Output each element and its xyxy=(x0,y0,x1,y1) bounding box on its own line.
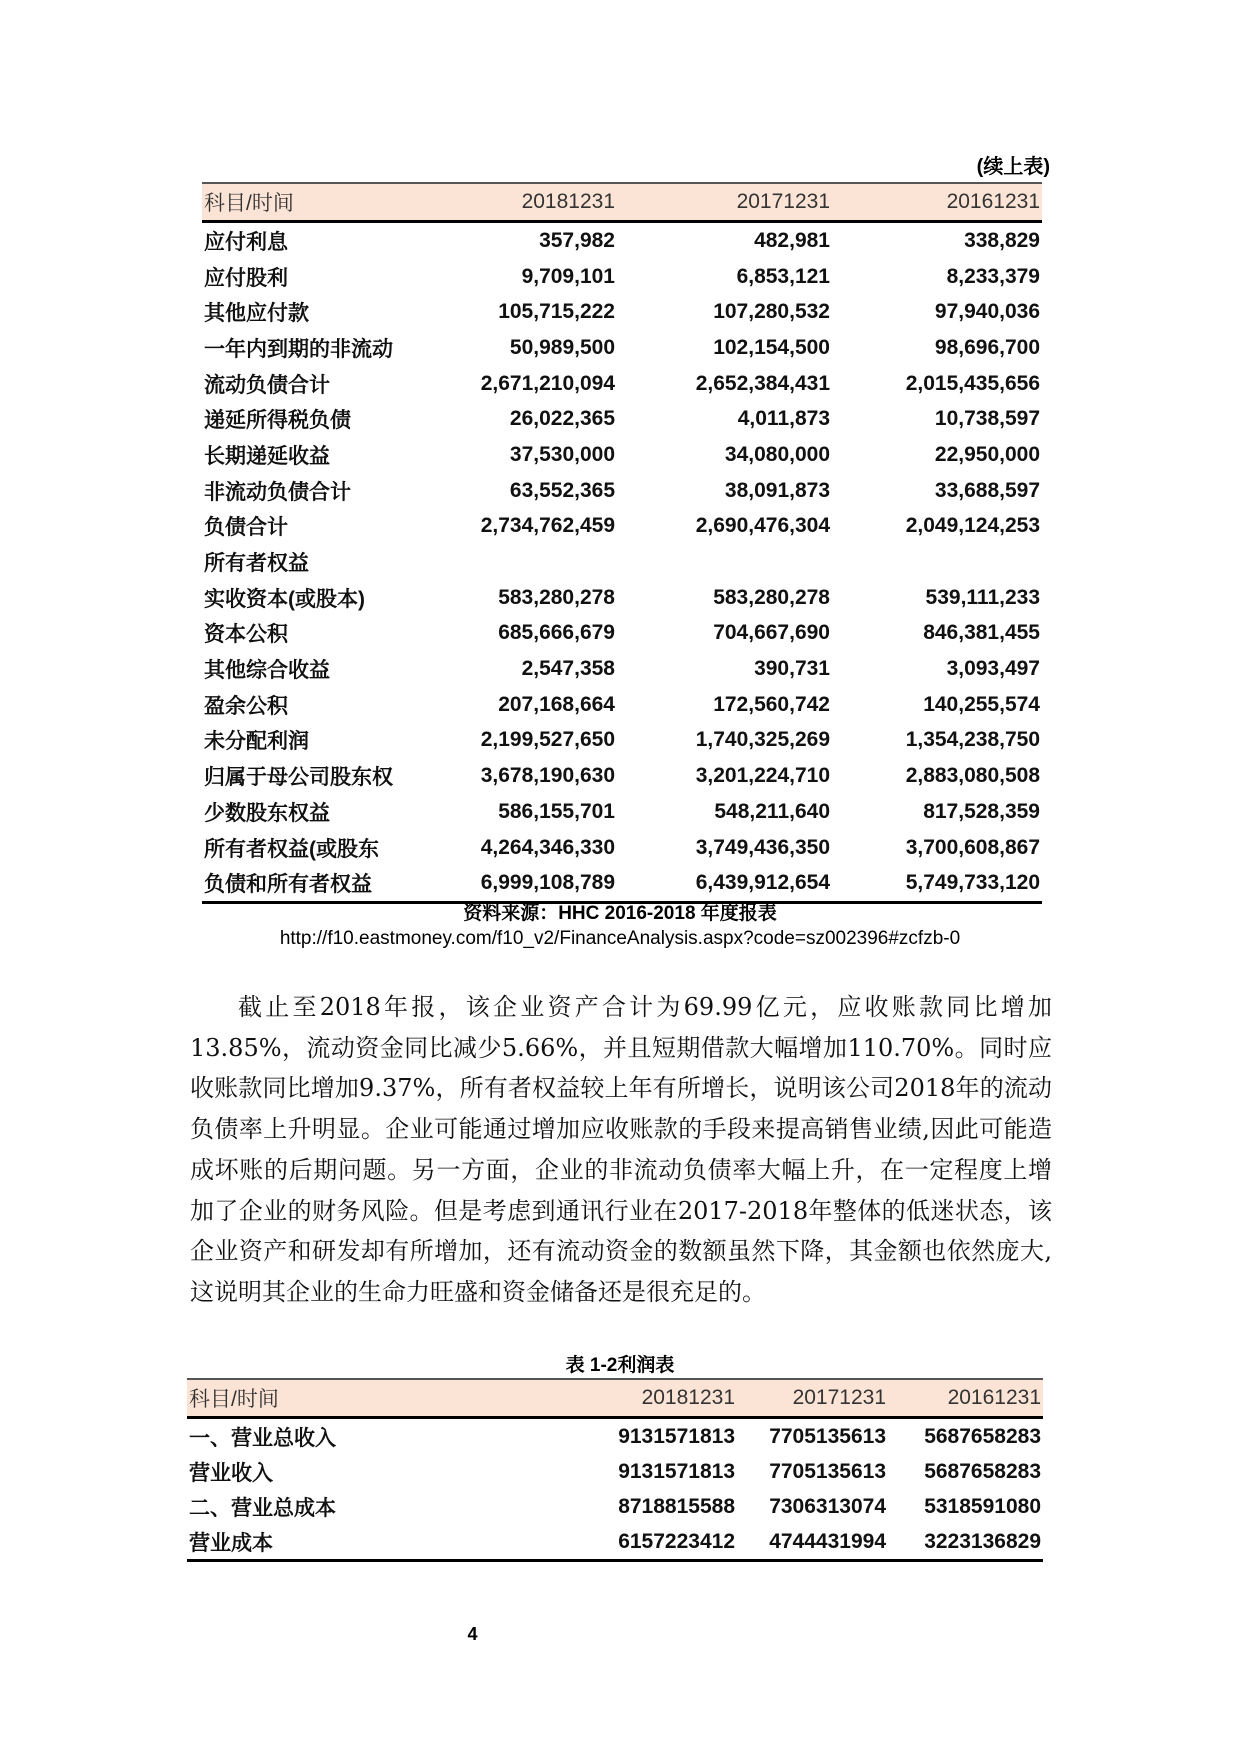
row-value: 22,950,000 xyxy=(934,442,1040,466)
row-value: 8718815588 xyxy=(618,1494,735,1518)
row-value: 140,255,574 xyxy=(923,692,1040,716)
table-row xyxy=(202,437,1042,473)
header-2016: 20161231 xyxy=(832,183,1042,222)
row-label: 其他应付款 xyxy=(204,302,309,326)
row-label: 资本公积 xyxy=(204,623,288,647)
table-header-row xyxy=(202,183,1042,222)
table-row xyxy=(187,1524,1043,1561)
row-value: 107,280,532 xyxy=(713,300,830,324)
header-2017: 20171231 xyxy=(617,183,832,222)
row-value: 50,989,500 xyxy=(509,335,615,359)
row-value: 5318591080 xyxy=(924,1494,1041,1518)
row-value: 3,201,224,710 xyxy=(695,764,830,788)
row-value: 482,981 xyxy=(754,228,830,252)
table-row xyxy=(202,401,1042,437)
table-row xyxy=(202,830,1042,866)
row-value: 6,853,121 xyxy=(736,264,830,288)
table-row xyxy=(202,259,1042,295)
header-2018: 20181231 xyxy=(432,183,617,222)
row-label: 应付股利 xyxy=(204,266,288,290)
row-label: 一年内到期的非流动 xyxy=(204,337,393,361)
row-value: 548,211,640 xyxy=(714,799,830,823)
row-label: 营业收入 xyxy=(189,1461,273,1485)
row-value: 10,738,597 xyxy=(934,407,1040,431)
row-label: 负债和所有者权益 xyxy=(202,865,432,902)
row-value: 37,530,000 xyxy=(509,442,615,466)
row-label: 二、营业总成本 xyxy=(189,1496,336,1520)
row-value: 357,982 xyxy=(539,228,615,252)
row-value: 105,715,222 xyxy=(498,300,615,324)
header-item: 科目/时间 xyxy=(202,183,432,222)
row-value: 4,264,346,330 xyxy=(480,835,615,859)
row-label: 盈余公积 xyxy=(204,694,288,718)
row-value: 8,233,379 xyxy=(946,264,1040,288)
row-value: 2,547,358 xyxy=(521,657,615,681)
table-row xyxy=(202,366,1042,402)
row-value: 2,199,527,650 xyxy=(480,728,615,752)
row-value: 7705135613 xyxy=(769,1459,886,1483)
row-value: 2,049,124,253 xyxy=(905,514,1040,538)
continuation-note: (续上表) xyxy=(976,156,1050,178)
row-label: 其他综合收益 xyxy=(204,659,330,683)
row-value: 7705135613 xyxy=(769,1424,886,1448)
row-value: 102,154,500 xyxy=(713,335,830,359)
table-row xyxy=(202,509,1042,545)
table-row xyxy=(187,1489,1043,1524)
row-value: 6157223412 xyxy=(587,1524,737,1561)
table-row xyxy=(202,544,1042,580)
row-value: 9,709,101 xyxy=(521,264,615,288)
row-label: 归属于母公司股东权 xyxy=(204,766,393,790)
row-value: 704,667,690 xyxy=(713,621,830,645)
row-label: 应付利息 xyxy=(204,230,288,254)
table-row xyxy=(202,865,1042,902)
row-value: 63,552,365 xyxy=(509,478,615,502)
row-value: 6,439,912,654 xyxy=(617,865,832,902)
table-header-row xyxy=(187,1379,1043,1418)
row-value: 685,666,679 xyxy=(498,621,615,645)
row-value: 9131571813 xyxy=(618,1424,735,1448)
row-value: 5,749,733,120 xyxy=(832,865,1042,902)
row-value: 2,690,476,304 xyxy=(695,514,830,538)
row-value: 7306313074 xyxy=(769,1494,886,1518)
source-label: 资料来源：HHC 2016-2018 年度报表 xyxy=(463,903,777,924)
row-value: 3,749,436,350 xyxy=(695,835,830,859)
income-statement-title: 表 1-2利润表 xyxy=(565,1355,675,1376)
row-label: 所有者权益 xyxy=(204,552,309,576)
row-value: 2,734,762,459 xyxy=(480,514,615,538)
income-statement-table xyxy=(187,1378,1043,1562)
row-value: 9131571813 xyxy=(618,1459,735,1483)
row-label: 所有者权益(或股东 xyxy=(204,837,379,861)
table-row xyxy=(187,1418,1043,1455)
row-value xyxy=(617,544,832,580)
row-label: 负债合计 xyxy=(204,516,288,540)
row-label: 长期递延收益 xyxy=(204,444,330,468)
table-row xyxy=(202,794,1042,830)
row-label: 未分配利润 xyxy=(204,730,309,754)
row-value: 5687658283 xyxy=(924,1459,1041,1483)
row-value: 3223136829 xyxy=(888,1524,1043,1561)
row-label: 实收资本(或股本) xyxy=(204,587,365,611)
row-value: 207,168,664 xyxy=(498,692,615,716)
row-value: 38,091,873 xyxy=(724,478,830,502)
row-value: 3,700,608,867 xyxy=(905,835,1040,859)
table-row xyxy=(202,473,1042,509)
row-value: 33,688,597 xyxy=(934,478,1040,502)
row-value: 4744431994 xyxy=(737,1524,888,1561)
page-number: 4 xyxy=(467,1624,478,1644)
header-2017: 20171231 xyxy=(737,1379,888,1418)
row-value: 5687658283 xyxy=(924,1424,1041,1448)
row-value: 6,999,108,789 xyxy=(432,865,617,902)
row-value: 846,381,455 xyxy=(923,621,1040,645)
table-row xyxy=(202,294,1042,330)
row-value: 2,015,435,656 xyxy=(905,371,1040,395)
row-value: 3,093,497 xyxy=(946,657,1040,681)
table-row xyxy=(202,222,1042,259)
table-row xyxy=(202,616,1042,652)
row-value: 172,560,742 xyxy=(713,692,830,716)
row-label: 营业成本 xyxy=(187,1524,587,1561)
table-row xyxy=(202,687,1042,723)
row-label: 少数股东权益 xyxy=(204,801,330,825)
row-value xyxy=(432,544,617,580)
row-value: 583,280,278 xyxy=(498,585,615,609)
analysis-paragraph: 截止至2018年报，该企业资产合计为69.99亿元，应收账款同比增加13.85%，流动资金同比减少5.66%，并且短期借款大幅增加110.70%。同时应收账款同比增加9.37%，所有者权益较上年有所增长，说明该公司2018年的流动负债率上升明显。企业可能通过增加应收账款的手段来提高销售业绩,因此可能造成坏账的后期问题。另一方面，企业的非流动负债率大幅上升，在一定程度上增加了企业的财务风险。但是考虑到通讯行业在2017-2018年整体的低迷状态，该企业资产和研发却有所增加，还有流动资金的数额虽然下降，其金额也依然庞大,这说明其企业的生命力旺盛和资金储备还是很充足的。 xyxy=(190,993,1052,1306)
row-value: 586,155,701 xyxy=(498,799,615,823)
row-value: 2,671,210,094 xyxy=(480,371,615,395)
header-2018: 20181231 xyxy=(587,1379,737,1418)
row-value xyxy=(832,544,1042,580)
row-label: 一、营业总收入 xyxy=(189,1426,336,1450)
row-value: 817,528,359 xyxy=(923,799,1040,823)
table-row xyxy=(202,580,1042,616)
row-value: 390,731 xyxy=(754,657,830,681)
row-value: 98,696,700 xyxy=(934,335,1040,359)
row-value: 4,011,873 xyxy=(737,407,830,431)
row-value: 2,883,080,508 xyxy=(905,764,1040,788)
row-label: 递延所得税负债 xyxy=(204,409,351,433)
row-value: 97,940,036 xyxy=(934,300,1040,324)
header-item: 科目/时间 xyxy=(187,1379,587,1418)
table-row xyxy=(202,758,1042,794)
row-value: 539,111,233 xyxy=(925,585,1040,609)
row-value: 26,022,365 xyxy=(509,407,615,431)
source-url: http://f10.eastmoney.com/f10_v2/FinanceAnalysis.aspx?code=sz002396#zcfzb-0 xyxy=(279,928,961,949)
table-row xyxy=(187,1454,1043,1489)
row-value: 3,678,190,630 xyxy=(480,764,615,788)
row-value: 34,080,000 xyxy=(724,442,830,466)
row-label: 非流动负债合计 xyxy=(204,480,351,504)
row-value: 1,354,238,750 xyxy=(905,728,1040,752)
table-row xyxy=(202,651,1042,687)
header-2016: 20161231 xyxy=(888,1379,1043,1418)
row-value: 583,280,278 xyxy=(713,585,830,609)
row-label: 流动负债合计 xyxy=(204,373,330,397)
table-row xyxy=(202,330,1042,366)
row-value: 338,829 xyxy=(964,228,1040,252)
row-value: 1,740,325,269 xyxy=(695,728,830,752)
balance-sheet-table xyxy=(202,182,1042,904)
row-value: 2,652,384,431 xyxy=(695,371,830,395)
table-row xyxy=(202,723,1042,759)
